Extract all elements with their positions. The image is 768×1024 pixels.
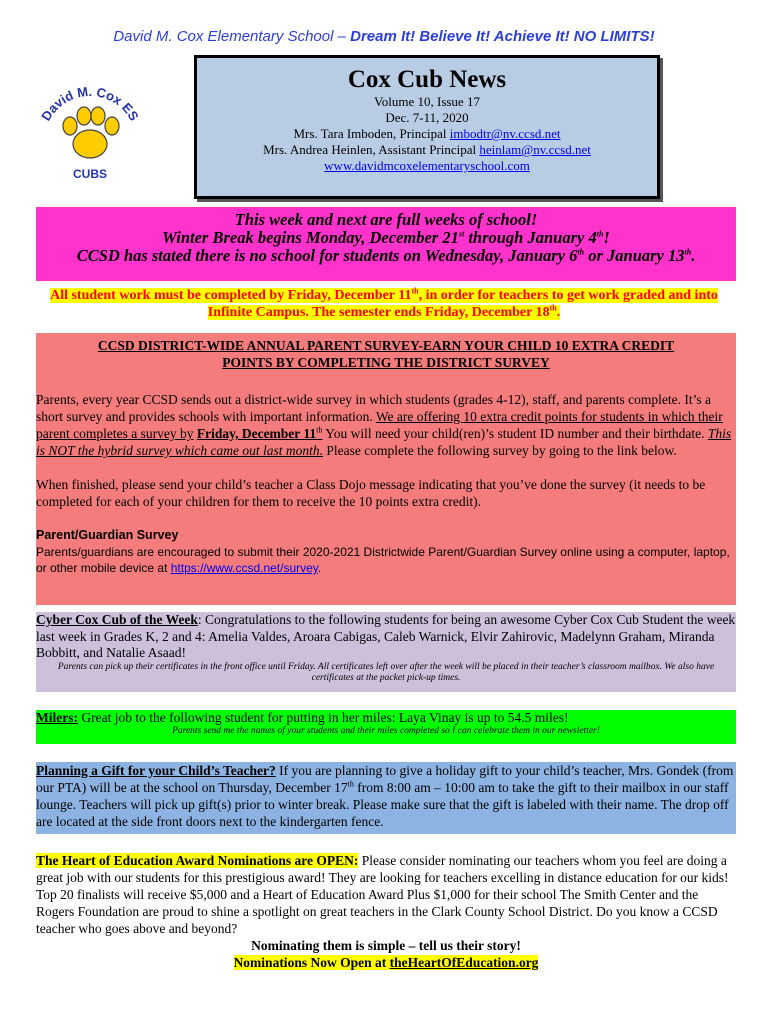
announcement-line-2: Winter Break begins Monday, December 21st through January 4th! <box>162 228 610 247</box>
survey-heading: CCSD DISTRICT-WIDE ANNUAL PARENT SURVEY-EARN YOUR CHILD 10 EXTRA CREDIT POINTS BY COMPLETING THE DISTRICT SURVEY <box>97 338 675 370</box>
cyber-text: : Congratulations to the following students for being an awesome Cyber Cox Cub Student the week last week in Grades K, 2 and 4: Amelia Valdes, Aroara Cabigas, Caleb Warnick, Elvir Zahirovic, Madelynn Graham, Miranda Bobbitt, and Natalie Asaad! <box>36 612 736 660</box>
cyber-title: Cyber Cox Cub of the Week <box>36 612 198 627</box>
principal-name: Mrs. Tara Imboden, Principal <box>293 126 447 141</box>
survey-subtext: Parents/guardians are encouraged to submit their 2020-2021 Districtwide Parent/Guardian Survey online using a computer, laptop, or other mobile device at https://www.ccsd.net/survey. <box>36 545 730 575</box>
heart-line-2: Nominations Now Open at theHeartOfEducation.org <box>233 955 539 970</box>
schedule-announcement <box>36 207 736 281</box>
assistant-email-link[interactable]: heinlam@nv.ccsd.net <box>479 142 591 157</box>
heart-link[interactable]: theHeartOfEducation.org <box>389 955 539 970</box>
school-tagline <box>0 28 768 45</box>
announcement-line-1: This week and next are full weeks of school! <box>234 210 538 229</box>
website-line <box>197 158 657 174</box>
school-motto: Dream It! Believe It! Achieve It! NO LIMITS! <box>350 28 655 45</box>
heart-text: Please consider nominating our teachers whom you feel are doing a great job with our students for this prestigious award! They are looking for teachers excelling in distance education for our kids! Top 20 finalists will receive $5,000 and a Heart of Education Award Plus $1,000 for their school The Smith Center and the Rogers Foundation are proud to shine a spotlight on great teachers in the Clark County School District. Do you know a CCSD teacher who goes above and beyond? <box>36 853 729 936</box>
heart-line-1: Nominating them is simple – tell us their story! <box>251 938 521 953</box>
heart-award-section <box>36 852 736 971</box>
milers-text: Great job to the following student for putting in her miles: Laya Vinay is up to 54.5 miles! <box>77 710 569 725</box>
survey-link[interactable]: https://www.ccsd.net/survey <box>170 561 318 575</box>
heart-title: The Heart of Education Award Nominations are OPEN: <box>36 853 359 868</box>
volume-issue: Volume 10, Issue 17 <box>374 94 480 109</box>
survey-subtitle: Parent/Guardian Survey <box>36 528 179 542</box>
gift-text-2: from 8:00 am – 10:00 am to take the gift to their mailbox in our staff lounge. Teachers will pick up gift(s) prior to winter break. Please make sure that the gift is labeled with their name. The drop off are located at the side front doors next to the kindergarten fence. <box>36 780 729 829</box>
logo-top-text: David M. Cox ES <box>38 83 142 124</box>
logo-bottom-text: CUBS <box>72 167 108 181</box>
paw-logo-icon <box>30 70 150 188</box>
website-link[interactable]: www.davidmcoxelementaryschool.com <box>324 158 530 173</box>
cyber-cub-section <box>36 612 736 692</box>
assistant-line <box>197 142 657 158</box>
survey-paragraph-2: When finished, please send your child’s teacher a Class Dojo message indicating that you’ve done the survey (it needs to be completed for each of your children for them to receive the 10 points extra credit). <box>36 477 706 509</box>
school-name: David M. Cox Elementary School – <box>113 28 346 45</box>
survey-section <box>36 333 736 605</box>
announcement-line-3: CCSD has stated there is no school for students on Wednesday, January 6th or January 13th. <box>76 246 696 265</box>
newsletter-title: Cox Cub News <box>347 66 507 93</box>
deadline-line-2: Infinite Campus. The semester ends Friday, December 18th. <box>207 303 561 320</box>
milers-note: Parents send me the names of your students and their miles completed so I can celebrate them in our newsletter! <box>172 726 600 736</box>
milers-section <box>36 710 736 744</box>
deadline-line-1: All student work must be completed by Friday, December 11th, in order for teachers to get work graded and into <box>50 286 718 303</box>
assistant-name: Mrs. Andrea Heinlen, Assistant Principal <box>263 142 477 157</box>
principal-email-link[interactable]: imbodtr@nv.ccsd.net <box>449 126 561 141</box>
newsletter-header <box>194 55 660 199</box>
issue-dates: Dec. 7-11, 2020 <box>385 110 469 125</box>
gift-section: Planning a Gift for your Child’s Teacher? If you are planning to give a holiday gift to your child’s teacher, Mrs. Gondek (from our PTA) will be at the school on Thursday, December 17th from 8:00 am – 10:00 am to take the gift to their mailbox in our staff lounge. Teachers will pick up gift(s) prior to winter break. Please make sure that the gift is labeled with their name. The drop off are located at the side front doors next to the kindergarten fence. <box>36 762 736 834</box>
gift-title: Planning a Gift for your Child’s Teacher? <box>36 763 276 778</box>
cyber-note: Parents can pick up their certificates in the front office until Friday. All certificates left over after the week will be placed in their teacher’s classroom mailbox. We also have certificates at the packet pick-up times. <box>57 661 715 683</box>
survey-paragraph-1: Parents, every year CCSD sends out a district-wide survey in which students (grades 4-12), staff, and parents complete. It’s a short survey and provides schools with important information. We are offering 10 extra credit points for students in which their parent completes a survey by Friday, December 11th You will need your child(ren)’s student ID number and their birthdate. This is NOT the hybrid survey which came out last month. Please complete the following survey by going to the link below. <box>36 392 732 458</box>
milers-title: Milers: <box>36 710 78 725</box>
principal-line <box>197 126 657 142</box>
gift-text-1: If you are planning to give a holiday gift to your child’s teacher, Mrs. Gondek (from our PTA) will be at the school on Thursday, December 17 <box>36 763 734 795</box>
